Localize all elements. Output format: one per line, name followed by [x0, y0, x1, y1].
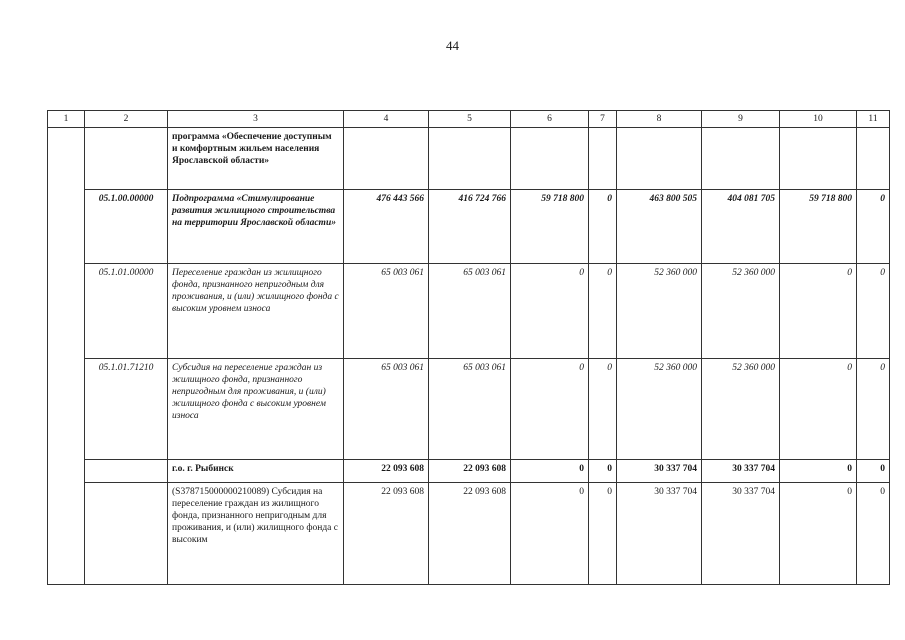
code-cell: 05.1.00.00000: [85, 190, 168, 264]
value-cell: 52 360 000: [617, 264, 702, 359]
value-cell: 0: [589, 483, 617, 585]
column-header: 4: [344, 111, 429, 128]
value-cell: 22 093 608: [344, 483, 429, 585]
value-cell: 476 443 566: [344, 190, 429, 264]
value-cell: 52 360 000: [702, 264, 780, 359]
value-cell: 0: [857, 483, 890, 585]
value-cell: [617, 128, 702, 190]
value-cell: 463 800 505: [617, 190, 702, 264]
value-cell: [511, 128, 589, 190]
value-cell: 59 718 800: [511, 190, 589, 264]
value-cell: 65 003 061: [344, 359, 429, 460]
name-cell: Субсидия на переселение граждан из жилищного фонда, признанного непригодным для проживания, и (или) жилищного фонда с высоким уровнем износа: [168, 359, 344, 460]
table-row: [48, 264, 890, 359]
value-cell: 52 360 000: [702, 359, 780, 460]
value-cell: 0: [511, 460, 589, 483]
value-cell: 0: [589, 460, 617, 483]
value-cell: 22 093 608: [344, 460, 429, 483]
value-cell: 22 093 608: [429, 483, 511, 585]
value-cell: 22 093 608: [429, 460, 511, 483]
value-cell: 0: [780, 460, 857, 483]
value-cell: [857, 128, 890, 190]
value-cell: 0: [589, 190, 617, 264]
value-cell: [702, 128, 780, 190]
code-cell: [85, 128, 168, 190]
table-row: [48, 483, 890, 585]
value-cell: 0: [589, 359, 617, 460]
value-cell: 65 003 061: [429, 359, 511, 460]
code-cell: [85, 483, 168, 585]
value-cell: [589, 128, 617, 190]
column-header: 7: [589, 111, 617, 128]
column-header: 2: [85, 111, 168, 128]
column-header: 9: [702, 111, 780, 128]
code-cell: [85, 460, 168, 483]
column-header: 3: [168, 111, 344, 128]
value-cell: 52 360 000: [617, 359, 702, 460]
column-header: 1: [48, 111, 85, 128]
value-cell: 0: [857, 190, 890, 264]
table-row: [48, 359, 890, 460]
table-header-row: [48, 111, 890, 128]
value-cell: 0: [780, 264, 857, 359]
value-cell: 0: [857, 264, 890, 359]
column-header: 11: [857, 111, 890, 128]
name-cell: г.о. г. Рыбинск: [168, 460, 344, 483]
column-header: 10: [780, 111, 857, 128]
value-cell: [429, 128, 511, 190]
value-cell: [344, 128, 429, 190]
name-cell: программа «Обеспечение доступным и комфортным жильем населения Ярославской области»: [168, 128, 344, 190]
value-cell: 59 718 800: [780, 190, 857, 264]
value-cell: 30 337 704: [702, 483, 780, 585]
value-cell: 0: [857, 359, 890, 460]
value-cell: 0: [780, 483, 857, 585]
name-cell: Подпрограмма «Стимулирование развития жилищного строительства на территории Ярославской области»: [168, 190, 344, 264]
value-cell: 416 724 766: [429, 190, 511, 264]
value-cell: 30 337 704: [617, 460, 702, 483]
value-cell: 0: [511, 264, 589, 359]
value-cell: 0: [589, 264, 617, 359]
value-cell: 0: [857, 460, 890, 483]
name-cell: (S378715000000210089) Субсидия на переселение граждан из жилищного фонда, признанного непригодным для проживания, и (или) жилищного фонда с высоким: [168, 483, 344, 585]
budget-table: [47, 110, 890, 585]
value-cell: 0: [511, 359, 589, 460]
value-cell: 30 337 704: [617, 483, 702, 585]
table-row: [48, 128, 890, 190]
page-number: 44: [446, 38, 459, 53]
table-row: [48, 460, 890, 483]
code-cell: 05.1.01.00000: [85, 264, 168, 359]
code-cell: 05.1.01.71210: [85, 359, 168, 460]
column-header: 8: [617, 111, 702, 128]
value-cell: 65 003 061: [429, 264, 511, 359]
first-column-cell: [48, 128, 85, 585]
value-cell: 0: [511, 483, 589, 585]
column-header: 6: [511, 111, 589, 128]
name-cell: Переселение граждан из жилищного фонда, признанного непригодным для проживания, и (или) жилищного фонда с высоким уровнем износа: [168, 264, 344, 359]
table-row: [48, 190, 890, 264]
value-cell: 65 003 061: [344, 264, 429, 359]
value-cell: 30 337 704: [702, 460, 780, 483]
column-header: 5: [429, 111, 511, 128]
value-cell: 0: [780, 359, 857, 460]
value-cell: [780, 128, 857, 190]
value-cell: 404 081 705: [702, 190, 780, 264]
